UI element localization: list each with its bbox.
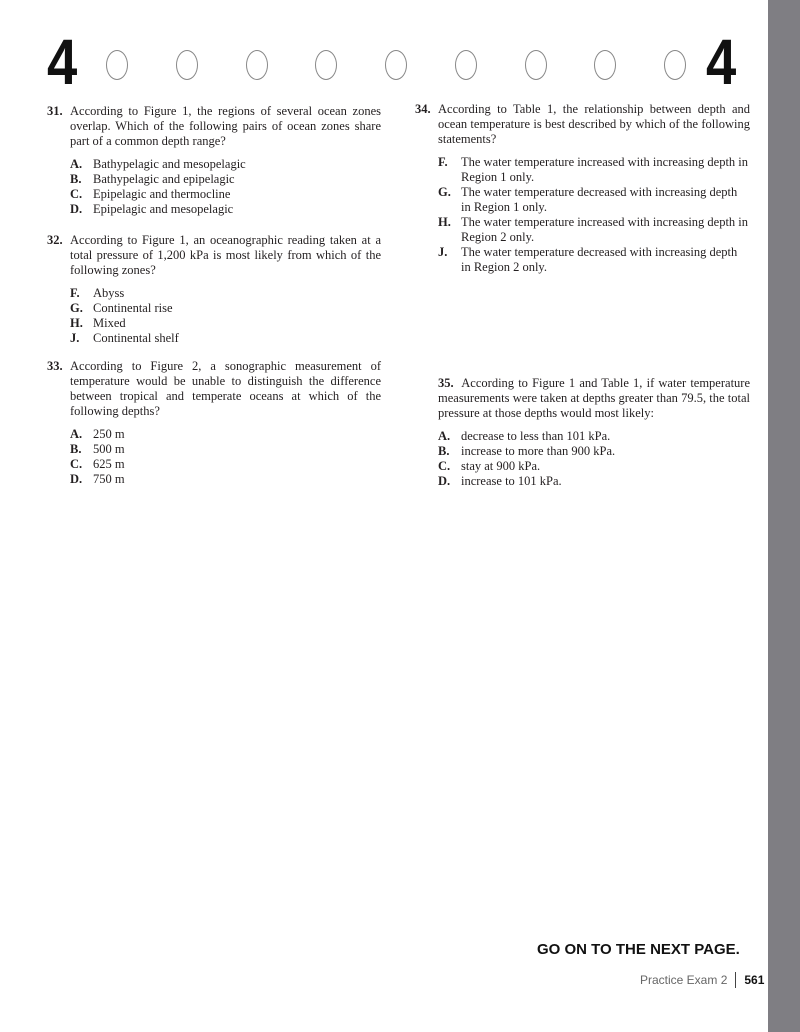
answer-option[interactable]	[438, 215, 750, 245]
question-33	[47, 359, 381, 487]
option-letter: D.	[70, 202, 83, 216]
answer-option[interactable]	[438, 185, 750, 215]
option-text: Bathypelagic and mesopelagic	[93, 157, 246, 171]
page-edge-tab	[768, 0, 800, 1032]
question-text: According to Figure 2, a sonographic measurement of temperature would be unable to distinguish the difference between tropical and temperate oceans at which of the following depths?	[70, 359, 381, 418]
answer-option[interactable]	[70, 187, 381, 202]
question-stem	[47, 104, 381, 149]
page-footer	[640, 972, 764, 988]
answer-option[interactable]	[438, 444, 750, 459]
option-text: Epipelagic and mesopelagic	[93, 202, 234, 216]
option-text: increase to 101 kPa.	[461, 474, 562, 488]
option-text: Continental rise	[93, 301, 173, 315]
option-text: decrease to less than 101 kPa.	[461, 429, 611, 443]
question-text: According to Figure 1, the regions of several ocean zones overlap. Which of the following pairs of ocean zones share part of a common depth range?	[70, 104, 381, 148]
option-letter: A.	[70, 427, 83, 441]
oval-icon	[176, 50, 198, 80]
question-stem	[438, 376, 750, 421]
answer-option[interactable]	[70, 442, 381, 457]
answer-option[interactable]	[70, 316, 381, 331]
option-text: Abyss	[93, 286, 125, 300]
question-number: 32.	[47, 233, 63, 247]
answer-option[interactable]	[70, 172, 381, 187]
question-text: According to Figure 1, an oceanographic reading taken at a total pressure of 1,200 kPa is most likely from which of the following zones?	[70, 233, 381, 277]
oval-divider	[106, 50, 686, 80]
option-text: 625 m	[93, 457, 125, 471]
question-32	[47, 233, 381, 346]
option-text: 750 m	[93, 472, 125, 486]
answer-options	[70, 427, 381, 487]
option-letter: C.	[438, 459, 451, 473]
option-letter: C.	[70, 187, 83, 201]
answer-option[interactable]	[70, 472, 381, 487]
answer-option[interactable]	[70, 331, 381, 346]
option-text: Mixed	[93, 316, 126, 330]
option-text: The water temperature decreased with increasing depth in Region 2 only.	[461, 245, 738, 274]
option-letter: J.	[70, 331, 80, 345]
answer-option[interactable]	[70, 157, 381, 172]
question-stem	[415, 102, 750, 147]
oval-icon	[594, 50, 616, 80]
section-number-right: 4	[706, 26, 737, 98]
answer-option[interactable]	[438, 429, 750, 444]
footer-divider	[735, 972, 736, 988]
option-text: Bathypelagic and epipelagic	[93, 172, 235, 186]
option-text: The water temperature increased with increasing depth in Region 2 only.	[461, 215, 749, 244]
question-31	[47, 104, 381, 217]
answer-options	[438, 155, 750, 275]
oval-icon	[385, 50, 407, 80]
go-on-notice: GO ON TO THE NEXT PAGE.	[537, 941, 740, 958]
option-letter: H.	[70, 316, 83, 330]
option-letter: C.	[70, 457, 83, 471]
oval-icon	[106, 50, 128, 80]
oval-icon	[455, 50, 477, 80]
answer-option[interactable]	[438, 245, 750, 275]
question-number: 35.	[438, 376, 454, 390]
answer-option[interactable]	[438, 459, 750, 474]
option-text: stay at 900 kPa.	[461, 459, 541, 473]
section-number-left: 4	[47, 26, 78, 98]
question-35	[438, 376, 750, 489]
option-letter: B.	[438, 444, 450, 458]
question-number: 33.	[47, 359, 63, 373]
answer-option[interactable]	[438, 155, 750, 185]
question-34	[415, 102, 750, 275]
answer-options	[70, 157, 381, 217]
page-number: 561	[744, 973, 765, 987]
question-stem	[47, 359, 381, 419]
oval-icon	[664, 50, 686, 80]
option-letter: B.	[70, 442, 82, 456]
option-letter: G.	[438, 185, 451, 199]
answer-option[interactable]	[70, 457, 381, 472]
option-letter: H.	[438, 215, 451, 229]
option-letter: F.	[438, 155, 448, 169]
question-text: According to Table 1, the relationship between depth and ocean temperature is best described by which of the following statements?	[438, 102, 750, 146]
option-letter: D.	[438, 474, 451, 488]
question-number: 34.	[415, 102, 431, 116]
option-letter: J.	[438, 245, 448, 259]
answer-options	[438, 429, 750, 489]
question-number: 31.	[47, 104, 63, 118]
oval-icon	[525, 50, 547, 80]
option-text: The water temperature increased with increasing depth in Region 1 only.	[461, 155, 749, 184]
option-letter: G.	[70, 301, 83, 315]
answer-option[interactable]	[70, 202, 381, 217]
option-text: Continental shelf	[93, 331, 179, 345]
option-text: increase to more than 900 kPa.	[461, 444, 616, 458]
option-text: The water temperature decreased with increasing depth in Region 1 only.	[461, 185, 738, 214]
question-text: According to Figure 1 and Table 1, if water temperature measurements were taken at depths greater than 79.5, the total pressure at those depths would most likely:	[438, 376, 751, 420]
answer-option[interactable]	[438, 474, 750, 489]
option-text: 500 m	[93, 442, 125, 456]
answer-option[interactable]	[70, 427, 381, 442]
answer-options	[70, 286, 381, 346]
book-title: Practice Exam 2	[640, 973, 728, 987]
option-letter: A.	[70, 157, 83, 171]
oval-icon	[246, 50, 268, 80]
option-text: Epipelagic and thermocline	[93, 187, 231, 201]
option-letter: A.	[438, 429, 451, 443]
oval-icon	[315, 50, 337, 80]
question-stem	[47, 233, 381, 278]
option-letter: B.	[70, 172, 82, 186]
answer-option[interactable]	[70, 286, 381, 301]
option-letter: D.	[70, 472, 83, 486]
answer-option[interactable]	[70, 301, 381, 316]
option-letter: F.	[70, 286, 80, 300]
option-text: 250 m	[93, 427, 125, 441]
